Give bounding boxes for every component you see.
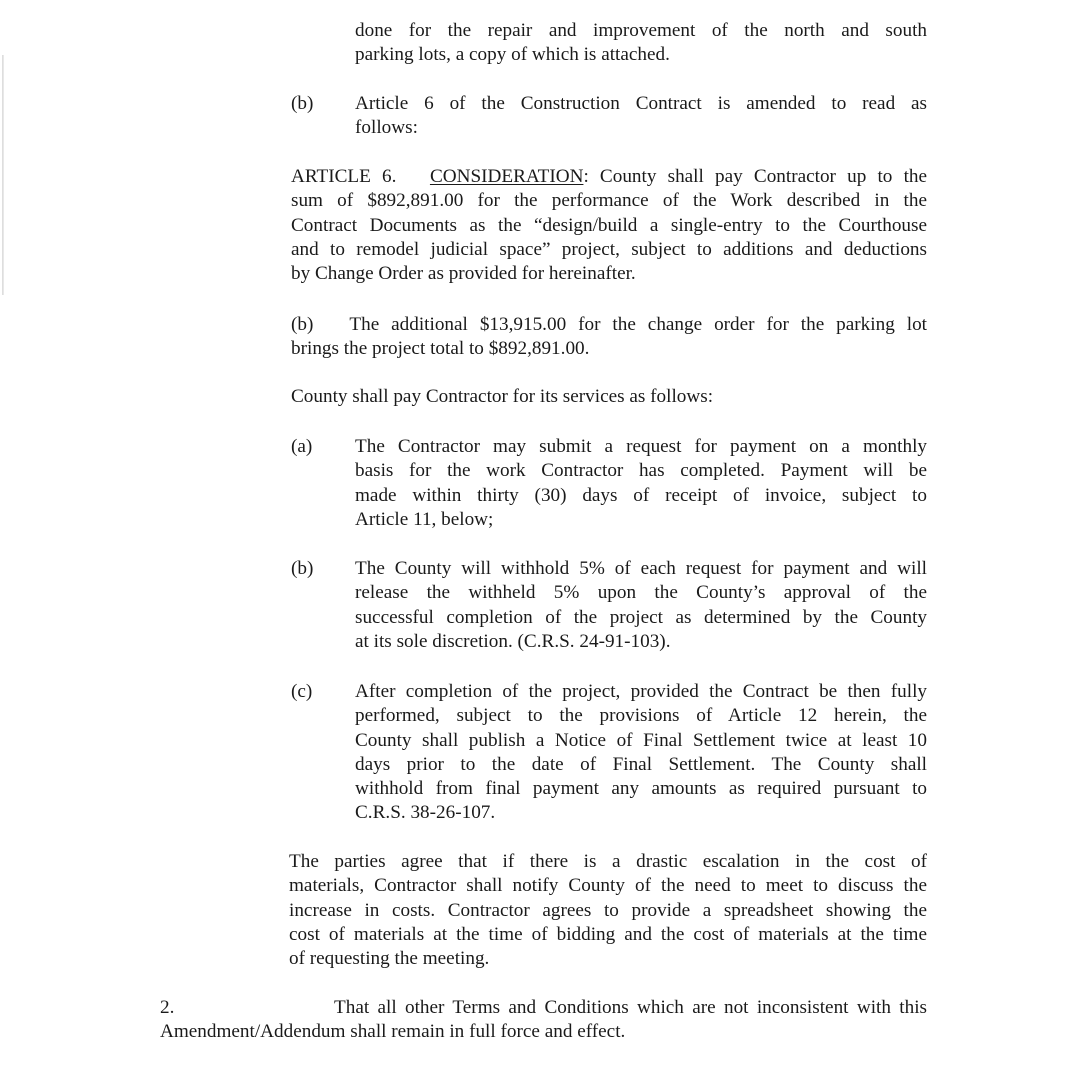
item-label-b: (b) [291,93,314,114]
text-line: performed, subject to the provisions of Article 12 herein, the [355,705,927,727]
item-label-b: (b) [291,314,314,335]
text-line: sum of $892,891.00 for the performance of the Work described in the [291,190,927,212]
payment-term-a [355,435,927,532]
article6-amend-paragraph [355,92,927,141]
text-line: The parties agree that if there is a drastic escalation in the cost of [289,851,927,872]
scan-edge-shadow [2,55,4,295]
text-line: The County will withhold 5% of each request for payment and will [355,558,927,579]
text-line: parking lots, a copy of which is attached. [355,44,670,66]
article6-heading-prefix: ARTICLE 6. [291,166,397,187]
payment-term-c [355,680,927,826]
text-line: withhold from final payment any amounts as required pursuant to [355,778,927,800]
article6-heading-title: CONSIDERATION [429,166,584,187]
text-line: Article 6 of the Construction Contract is amended to read as [355,93,927,114]
text-line: follows: [355,117,418,139]
article6-heading-suffix: : County shall pay Contractor up to the [583,166,927,187]
text-line: materials, Contractor shall notify County of the need to meet to discuss the [289,875,927,897]
section-number: 2. [160,997,175,1018]
text-line: and to remodel judicial space” project, subject to additions and deductions [291,238,927,260]
text-line: by Change Order as provided for hereinafter. [291,263,636,285]
text-line [291,313,927,337]
article6-consideration-paragraph [291,165,927,286]
text-line: successful completion of the project as determined by the County [355,606,927,628]
text-line: County shall publish a Notice of Final Settlement twice at least 10 [355,729,927,751]
text-line: days prior to the date of Final Settlement. The County shall [355,753,927,775]
text-line: C.R.S. 38-26-107. [355,802,496,824]
text-line: brings the project total to $892,891.00. [291,338,590,360]
text-line: Contract Documents as the “design/build a single-entry to the Courthouse [291,214,927,236]
item-label-b: (b) [291,558,314,579]
section-2-paragraph [160,996,927,1045]
text-line: County shall pay Contractor for its services as follows: [291,386,714,407]
text-line: made within thirty (30) days of receipt of invoice, subject to [355,484,927,506]
text-line: The Contractor may submit a request for payment on a monthly [355,436,927,457]
additional-amount-text: The additional $13,915.00 for the change order for the parking lot [349,314,927,335]
text-line: at its sole discretion. (C.R.S. 24-91-103). [355,630,671,652]
escalation-clause-paragraph [289,850,927,971]
text-line: Amendment/Addendum shall remain in full force and effect. [160,1021,626,1043]
text-line: Article 11, below; [355,508,494,530]
text-line: of requesting the meeting. [289,948,490,970]
text-line: After completion of the project, provided the Contract be then fully [355,681,927,702]
text-line: basis for the work Contractor has completed. Payment will be [355,460,927,482]
payment-intro-paragraph [291,385,927,409]
text-line [160,996,927,1020]
item-label-c: (c) [291,681,313,702]
payment-term-b [355,557,927,654]
text-line: increase in costs. Contractor agrees to provide a spreadsheet showing the [289,899,927,921]
item-label-a: (a) [291,436,313,457]
text-line: done for the repair and improvement of the north and south [355,20,927,41]
text-line: release the withheld 5% upon the County’s approval of the [355,582,927,604]
section-2-text: That all other Terms and Conditions which are not inconsistent with this [334,997,927,1018]
intro-continuation-paragraph [355,19,927,68]
additional-amount-paragraph [291,313,927,362]
article6-heading-line [291,165,927,189]
text-line: cost of materials at the time of bidding and the cost of materials at the time [289,923,927,945]
